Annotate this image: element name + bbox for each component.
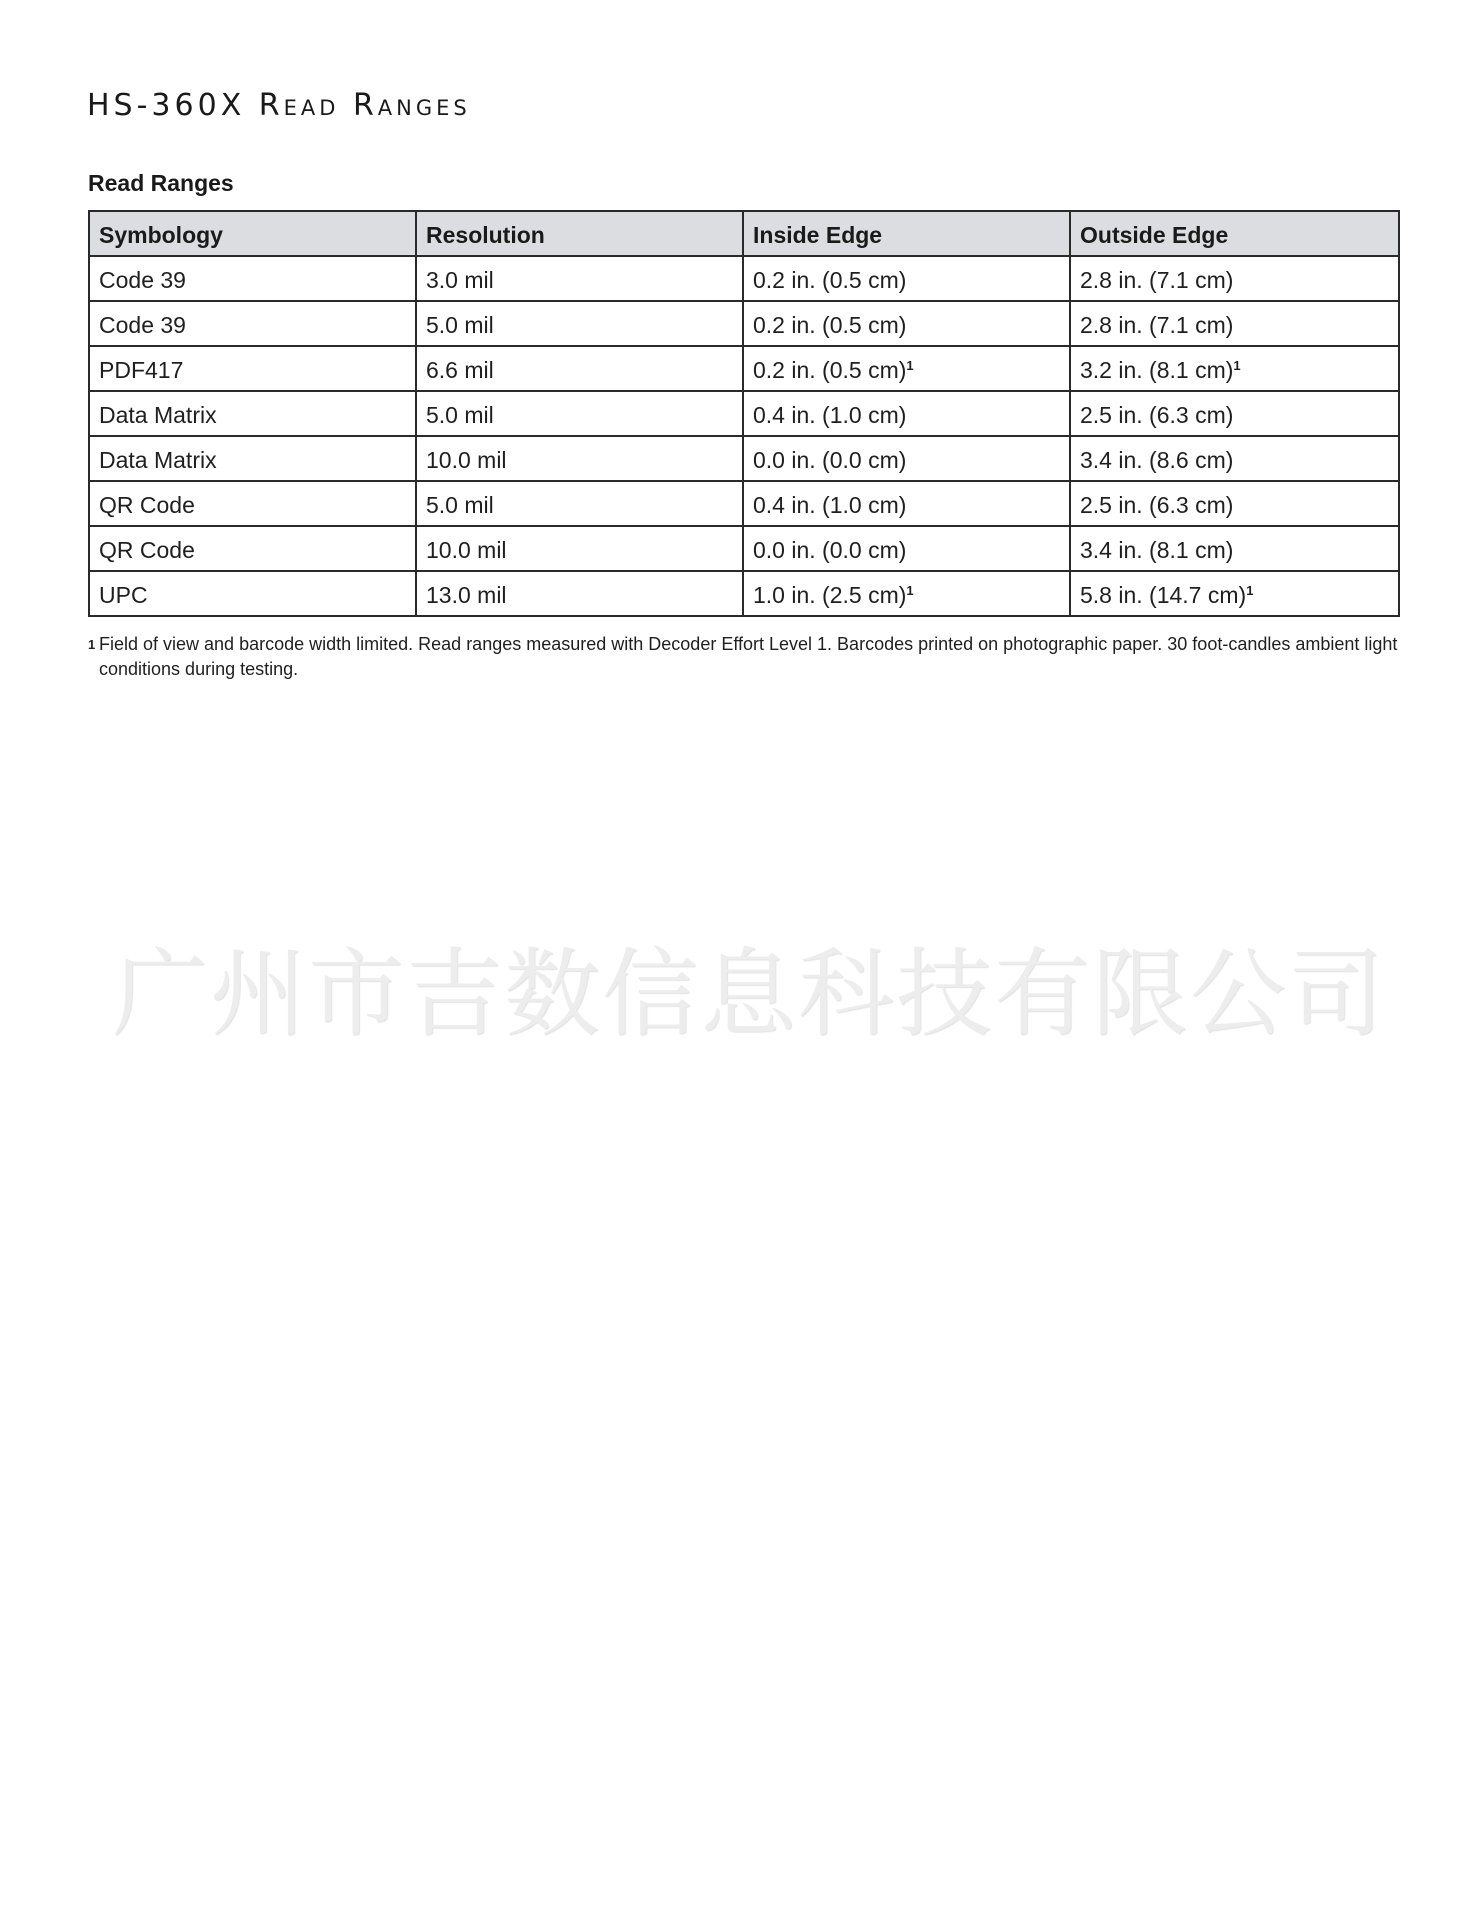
outside-value: 2.5 in. (6.3 cm) bbox=[1080, 492, 1234, 518]
inside-value: 0.0 in. (0.0 cm) bbox=[753, 537, 907, 563]
cell-outside-edge bbox=[1070, 481, 1399, 526]
column-header-outside-edge: Outside Edge bbox=[1070, 211, 1399, 256]
table-row bbox=[89, 391, 1399, 436]
table-row bbox=[89, 436, 1399, 481]
outside-value: 2.5 in. (6.3 cm) bbox=[1080, 402, 1234, 428]
cell-inside-edge bbox=[743, 436, 1070, 481]
table-row bbox=[89, 346, 1399, 391]
cell-symbology: Data Matrix bbox=[89, 436, 416, 481]
inside-value: 0.4 in. (1.0 cm) bbox=[753, 492, 907, 518]
table-row bbox=[89, 301, 1399, 346]
cell-inside-edge bbox=[743, 481, 1070, 526]
outside-value: 3.2 in. (8.1 cm) bbox=[1080, 357, 1234, 383]
cell-outside-edge bbox=[1070, 436, 1399, 481]
table-row bbox=[89, 526, 1399, 571]
outside-value: 3.4 in. (8.6 cm) bbox=[1080, 447, 1234, 473]
footnote-ref: 1 bbox=[906, 583, 914, 598]
footnote-ref: 1 bbox=[906, 358, 914, 373]
cell-resolution: 6.6 mil bbox=[416, 346, 743, 391]
cell-symbology: Code 39 bbox=[89, 301, 416, 346]
cell-outside-edge bbox=[1070, 346, 1399, 391]
cell-symbology: UPC bbox=[89, 571, 416, 616]
inside-value: 0.2 in. (0.5 cm) bbox=[753, 312, 907, 338]
cell-symbology: QR Code bbox=[89, 526, 416, 571]
cell-inside-edge bbox=[743, 256, 1070, 301]
cell-resolution: 13.0 mil bbox=[416, 571, 743, 616]
watermark: 广州市吉数信息科技有限公司 bbox=[112, 938, 1386, 1050]
cell-inside-edge bbox=[743, 301, 1070, 346]
footnote-ref: 1 bbox=[1233, 358, 1241, 373]
footnote-text: Field of view and barcode width limited. Read ranges measured with Decoder Effort Level 1. Barcodes printed on photographic paper. 30 foot-candles ambient light conditions during testing. bbox=[99, 634, 1398, 679]
footnote-ref: 1 bbox=[1246, 583, 1254, 598]
cell-symbology: QR Code bbox=[89, 481, 416, 526]
inside-value: 0.0 in. (0.0 cm) bbox=[753, 447, 907, 473]
cell-resolution: 3.0 mil bbox=[416, 256, 743, 301]
inside-value: 1.0 in. (2.5 cm) bbox=[753, 582, 907, 608]
outside-value: 5.8 in. (14.7 cm) bbox=[1080, 582, 1247, 608]
cell-outside-edge bbox=[1070, 391, 1399, 436]
inside-value: 0.2 in. (0.5 cm) bbox=[753, 357, 907, 383]
table-row bbox=[89, 256, 1399, 301]
cell-symbology: Code 39 bbox=[89, 256, 416, 301]
footnote-mark: 1 bbox=[88, 637, 96, 652]
cell-inside-edge bbox=[743, 526, 1070, 571]
cell-outside-edge bbox=[1070, 256, 1399, 301]
footnote bbox=[88, 632, 1398, 682]
cell-resolution: 10.0 mil bbox=[416, 526, 743, 571]
cell-symbology: PDF417 bbox=[89, 346, 416, 391]
cell-resolution: 5.0 mil bbox=[416, 391, 743, 436]
outside-value: 2.8 in. (7.1 cm) bbox=[1080, 312, 1234, 338]
page-title: HS-360X Read Ranges bbox=[87, 88, 471, 123]
inside-value: 0.4 in. (1.0 cm) bbox=[753, 402, 907, 428]
table-header-row bbox=[89, 211, 1399, 256]
inside-value: 0.2 in. (0.5 cm) bbox=[753, 267, 907, 293]
cell-resolution: 10.0 mil bbox=[416, 436, 743, 481]
cell-symbology: Data Matrix bbox=[89, 391, 416, 436]
column-header-symbology: Symbology bbox=[89, 211, 416, 256]
column-header-resolution: Resolution bbox=[416, 211, 743, 256]
table-row bbox=[89, 571, 1399, 616]
cell-outside-edge bbox=[1070, 301, 1399, 346]
read-ranges-table bbox=[88, 210, 1400, 617]
cell-resolution: 5.0 mil bbox=[416, 301, 743, 346]
cell-inside-edge bbox=[743, 346, 1070, 391]
cell-inside-edge bbox=[743, 391, 1070, 436]
table-row bbox=[89, 481, 1399, 526]
outside-value: 3.4 in. (8.1 cm) bbox=[1080, 537, 1234, 563]
section-heading: Read Ranges bbox=[88, 170, 234, 196]
cell-outside-edge bbox=[1070, 526, 1399, 571]
cell-outside-edge bbox=[1070, 571, 1399, 616]
cell-inside-edge bbox=[743, 571, 1070, 616]
column-header-inside-edge: Inside Edge bbox=[743, 211, 1070, 256]
cell-resolution: 5.0 mil bbox=[416, 481, 743, 526]
outside-value: 2.8 in. (7.1 cm) bbox=[1080, 267, 1234, 293]
